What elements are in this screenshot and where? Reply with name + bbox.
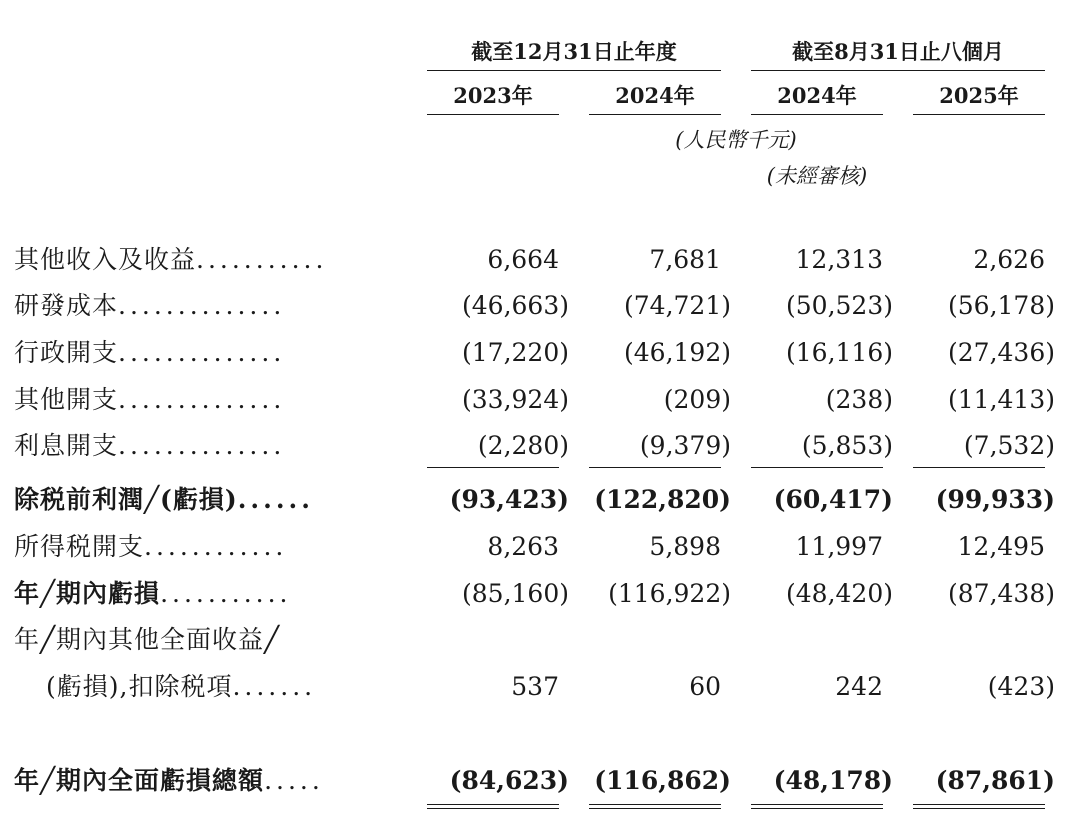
table-row <box>0 426 1080 466</box>
row-value-2025-8m: 12,495 <box>957 532 1045 561</box>
row-value-2023: (33,924) <box>462 385 569 414</box>
header-group-eight-months-ended: 截至8月31日止八個月 <box>792 39 1004 64</box>
row-value-2023: 8,263 <box>487 532 559 561</box>
table-row <box>0 240 1080 280</box>
row-value-2024-8m: (50,523) <box>786 291 893 320</box>
row-value-2024: (116,922) <box>608 579 731 608</box>
year-header-4: 2025年 <box>939 83 1019 108</box>
row-value-2024: (9,379) <box>639 431 731 460</box>
row-label: 年╱期內其他全面收益╱ <box>14 625 281 654</box>
total-double-rule-4 <box>913 804 1045 809</box>
row-value-2023: 6,664 <box>487 245 559 274</box>
header-group1-underline <box>427 70 721 71</box>
table-row-total-comprehensive-loss <box>0 761 1080 801</box>
row-value-2023: 537 <box>511 672 559 701</box>
row-value-2025-8m: (87,861) <box>935 766 1055 795</box>
row-value-2025-8m: (7,532) <box>963 431 1055 460</box>
year-header-1: 2023年 <box>453 83 533 108</box>
row-label: 其他收入及收益........... <box>14 245 328 274</box>
table-row-profit-before-tax <box>0 480 1080 520</box>
table-row-loss-for-period <box>0 574 1080 614</box>
total-double-rule-1 <box>427 804 559 809</box>
row-value-2024-8m: 12,313 <box>795 245 883 274</box>
table-row-oci-heading <box>0 620 1080 660</box>
row-value-2025-8m: (27,436) <box>948 338 1055 367</box>
row-value-2024: 60 <box>689 672 721 701</box>
year-header-3-underline <box>751 114 883 115</box>
row-value-2024-8m: 242 <box>835 672 883 701</box>
row-value-2024: (122,820) <box>594 485 731 514</box>
table-row <box>0 527 1080 567</box>
header-group2-underline <box>751 70 1045 71</box>
row-value-2023: (93,423) <box>449 485 569 514</box>
row-value-2023: (46,663) <box>462 291 569 320</box>
table-row <box>0 286 1080 326</box>
row-value-2024: (209) <box>663 385 731 414</box>
subtotal-rule-2 <box>589 467 721 468</box>
row-value-2024-8m: (238) <box>825 385 893 414</box>
row-value-2025-8m: (423) <box>987 672 1055 701</box>
row-value-2024-8m: (48,178) <box>773 766 893 795</box>
subtotal-rule-3 <box>751 467 883 468</box>
row-label: 除税前利潤╱(虧損)...... <box>14 485 314 514</box>
row-label: 利息開支.............. <box>14 431 286 460</box>
total-double-rule-3 <box>751 804 883 809</box>
row-label: 所得税開支............ <box>14 532 288 561</box>
row-label: (虧損),扣除税項....... <box>46 672 317 701</box>
row-value-2024-8m: (16,116) <box>786 338 893 367</box>
row-value-2025-8m: 2,626 <box>973 245 1045 274</box>
table-row-oci <box>0 667 1080 707</box>
table-row <box>0 380 1080 420</box>
row-value-2023: (84,623) <box>449 766 569 795</box>
year-header-2-underline <box>589 114 721 115</box>
row-value-2023: (2,280) <box>477 431 569 460</box>
row-value-2023: (85,160) <box>462 579 569 608</box>
unit-note: (人民幣千元) <box>675 128 797 152</box>
row-value-2024: 7,681 <box>649 245 721 274</box>
row-value-2024: (74,721) <box>624 291 731 320</box>
year-header-4-underline <box>913 114 1045 115</box>
year-header-3: 2024年 <box>777 83 857 108</box>
row-value-2025-8m: (99,933) <box>935 485 1055 514</box>
subtotal-rule-4 <box>913 467 1045 468</box>
row-value-2025-8m: (87,438) <box>948 579 1055 608</box>
row-label: 研發成本.............. <box>14 291 286 320</box>
row-label: 其他開支.............. <box>14 385 286 414</box>
year-header-2: 2024年 <box>615 83 695 108</box>
row-label: 行政開支.............. <box>14 338 286 367</box>
row-value-2024-8m: (48,420) <box>786 579 893 608</box>
unaudited-note: (未經審核) <box>766 164 868 188</box>
row-value-2024: 5,898 <box>649 532 721 561</box>
table-row <box>0 333 1080 373</box>
row-label: 年╱期內全面虧損總額..... <box>14 766 324 795</box>
row-label: 年╱期內虧損........... <box>14 579 292 608</box>
row-value-2025-8m: (56,178) <box>948 291 1055 320</box>
row-value-2025-8m: (11,413) <box>948 385 1055 414</box>
total-double-rule-2 <box>589 804 721 809</box>
subtotal-rule-1 <box>427 467 559 468</box>
row-value-2024: (46,192) <box>624 338 731 367</box>
row-value-2024-8m: 11,997 <box>795 532 883 561</box>
year-header-1-underline <box>427 114 559 115</box>
row-value-2023: (17,220) <box>462 338 569 367</box>
row-value-2024-8m: (5,853) <box>801 431 893 460</box>
row-value-2024: (116,862) <box>594 766 731 795</box>
row-value-2024-8m: (60,417) <box>773 485 893 514</box>
header-group-year-ended: 截至12月31日止年度 <box>471 39 677 64</box>
